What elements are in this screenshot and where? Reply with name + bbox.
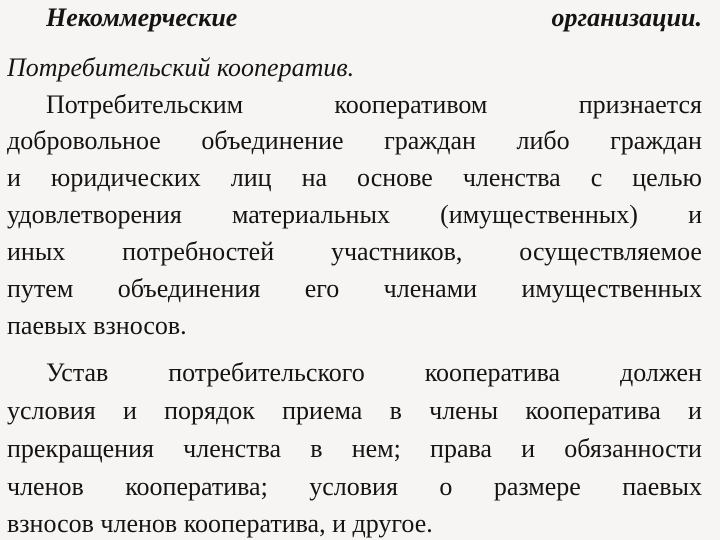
word: обязанности <box>564 434 702 463</box>
heading-word: организации. <box>551 3 702 32</box>
word: объединение <box>201 126 344 155</box>
word: осуществляемое <box>519 237 702 266</box>
word: размере <box>493 472 581 501</box>
word: его <box>304 274 340 303</box>
word: условия <box>309 472 398 501</box>
paragraph-2-line <box>7 506 702 540</box>
word: Устав <box>46 358 109 387</box>
word: взносов членов кооператива, и другое. <box>7 509 433 538</box>
word: объединения <box>117 274 261 303</box>
word: условия <box>7 396 96 425</box>
word: члены <box>429 396 499 425</box>
word: членства <box>183 434 282 463</box>
word: добровольное <box>7 126 161 155</box>
word: и <box>521 434 536 463</box>
word: участников, <box>330 237 463 266</box>
word: материальных <box>232 200 390 229</box>
word: кооперативом <box>334 90 488 119</box>
paragraph-1-line <box>7 271 702 307</box>
paragraph-1-line <box>7 234 702 270</box>
word: паевых взносов. <box>7 311 187 340</box>
paragraph-1-line <box>7 197 702 233</box>
paragraph-1-line <box>7 160 702 196</box>
word: права <box>430 434 492 463</box>
paragraph-2-line <box>7 431 702 467</box>
word: в <box>310 434 323 463</box>
word: граждан <box>384 126 476 155</box>
paragraph-1-line <box>7 308 702 344</box>
word: потребительского <box>168 358 365 387</box>
heading-word: Некоммерческие <box>46 3 238 32</box>
paragraph-1-line <box>7 123 702 159</box>
heading-line-1 <box>46 0 702 36</box>
heading-line-2: Потребительский кооператив. <box>7 53 355 82</box>
word: о <box>439 472 453 501</box>
word: в <box>389 396 402 425</box>
word: прекращения <box>7 434 154 463</box>
word: путем <box>7 274 74 303</box>
word: потребностей <box>122 237 275 266</box>
word: (имущественных) <box>440 200 638 229</box>
word: признается <box>578 90 702 119</box>
word: и <box>7 163 21 192</box>
word: членов <box>7 472 84 501</box>
word: членства <box>462 163 561 192</box>
word: целью <box>632 163 702 192</box>
word: юридических <box>50 163 201 192</box>
word: иных <box>7 237 66 266</box>
paragraph-2-line <box>7 469 702 505</box>
paragraph-1-line <box>46 87 702 123</box>
word: и <box>122 396 137 425</box>
word: кооператива; <box>125 472 268 501</box>
word: членами <box>383 274 478 303</box>
word: лиц <box>230 163 272 192</box>
word: имущественных <box>521 274 702 303</box>
word: паевых <box>622 472 702 501</box>
word: приема <box>282 396 363 425</box>
word: кооператива <box>424 358 561 387</box>
word: удовлетворения <box>7 200 182 229</box>
word: порядок <box>164 396 255 425</box>
paragraph-2-line <box>46 355 702 391</box>
word: с <box>590 163 603 192</box>
word: основе <box>357 163 433 192</box>
word: Потребительским <box>46 90 244 119</box>
word: должен <box>620 358 702 387</box>
word: граждан <box>610 126 702 155</box>
word: и <box>688 396 702 425</box>
word: и <box>688 200 702 229</box>
word: либо <box>516 126 570 155</box>
word: нем; <box>351 434 401 463</box>
word: кооператива <box>525 396 661 425</box>
paragraph-2-line <box>7 393 702 429</box>
word: на <box>301 163 328 192</box>
